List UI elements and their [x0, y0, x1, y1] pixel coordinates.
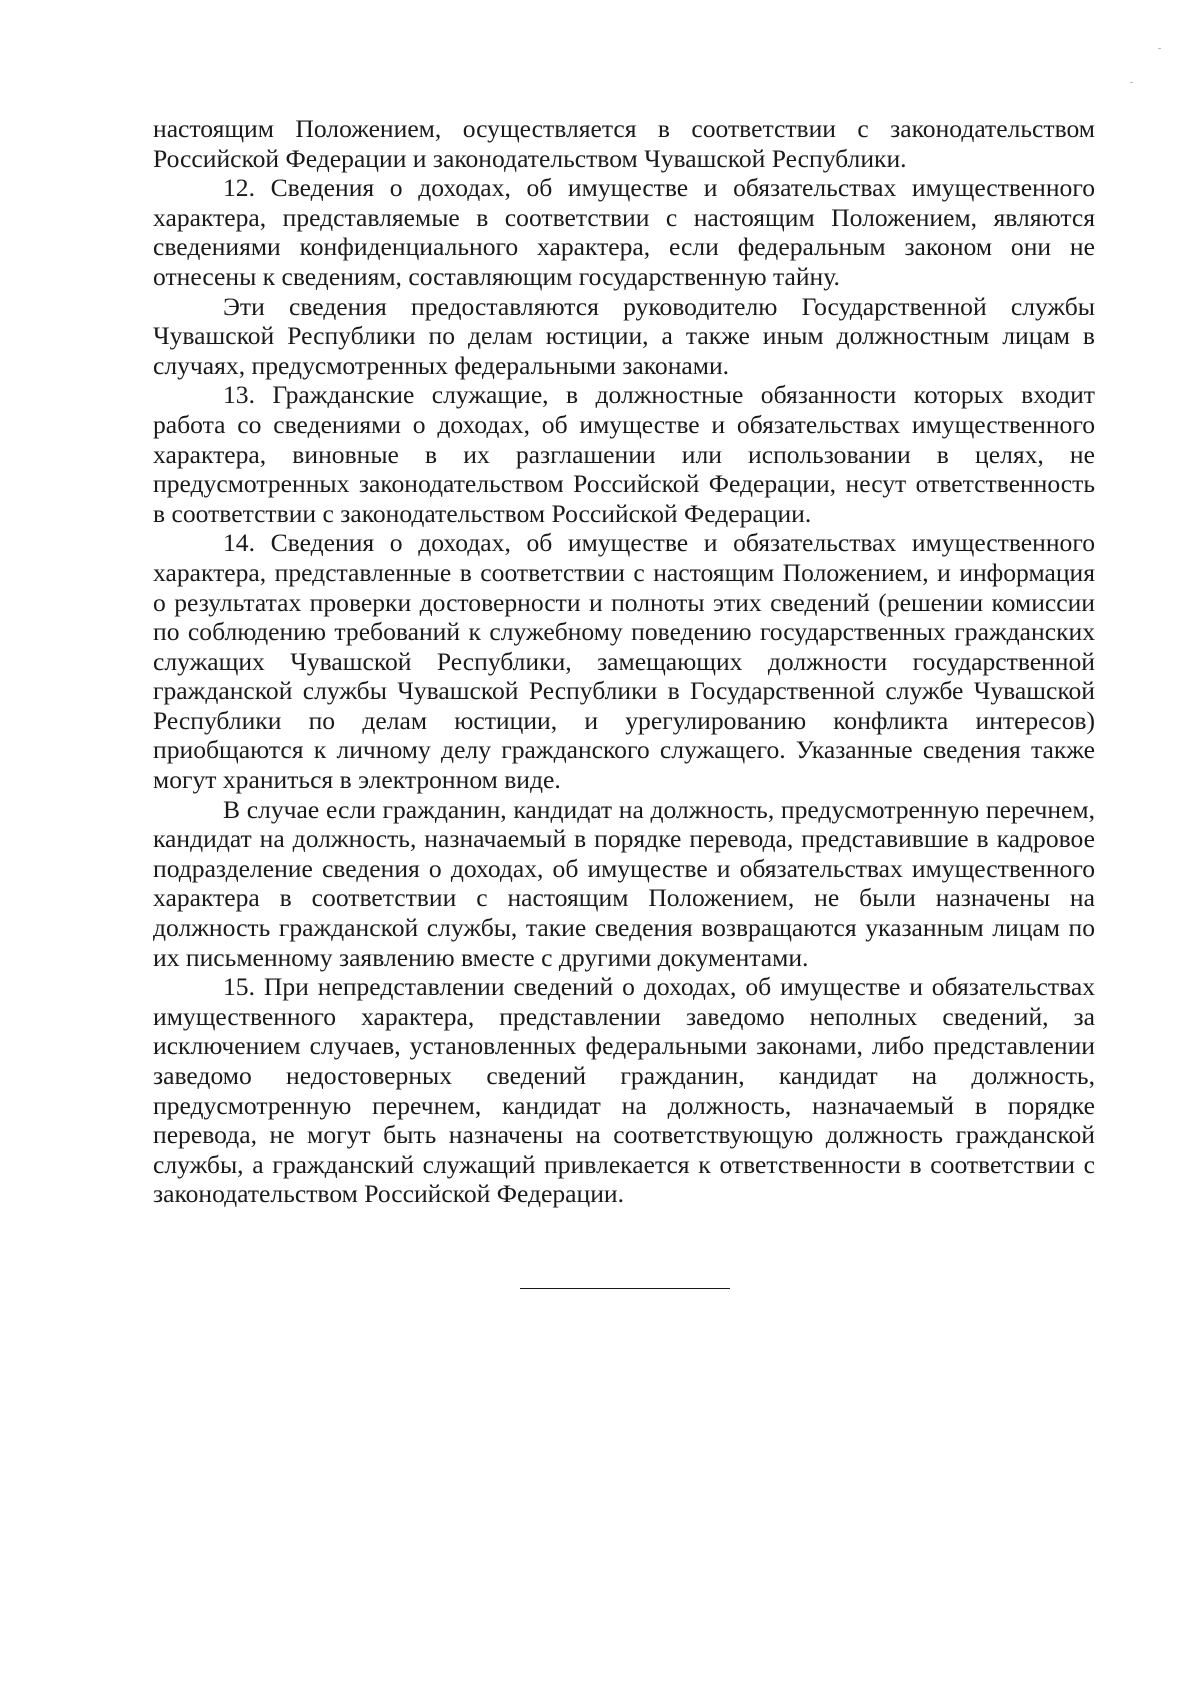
- scan-speck: [1130, 82, 1133, 83]
- paragraph-15: 15. При непредставлении сведений о доходах, об имуществе и обязательствах имущественного характера, представлении заведомо неполных сведений, за исключением случаев, установленных федеральными законами, либо представлении заведомо недостоверных сведений гражданин, кандидат на должность, предусмотренную перечнем, кандидат на должность, назначаемый в порядке перевода, не могут быть назначены на соответствующую должность гражданской службы, а гражданский служащий привлекается к ответственности в соответствии с законодательством Российской Федерации.: [153, 972, 1095, 1209]
- paragraph-14: 14. Сведения о доходах, об имуществе и обязательствах имущественного характера, представленные в соответствии с настоящим Положением, и информация о результатах проверки достоверности и полноты этих сведений (решении комиссии по соблюдению требований к служебному поведению государственных гражданских служащих Чувашской Республики, замещающих должности государственной гражданской службы Чувашской Республики в Государственной службе Чувашской Республики по делам юстиции, и урегулированию конфликта интересов) приобщаются к личному делу гражданского служащего. Указанные сведения также могут храниться в электронном виде.: [153, 528, 1095, 795]
- paragraph-14-return: В случае если гражданин, кандидат на должность, предусмотренную перечнем, кандидат на должность, назначаемый в порядке перевода, представившие в кадровое подразделение сведения о доходах, об имуществе и обязательствах имущественного характера в соответствии с настоящим Положением, не были назначены на должность гражданской службы, такие сведения возвращаются указанным лицам по их письменному заявлению вместе с другими документами.: [153, 794, 1095, 972]
- paragraph-12: 12. Сведения о доходах, об имуществе и обязательствах имущественного характера, представляемые в соответствии с настоящим Положением, являются сведениями конфиденциального характера, если федеральным законом они не отнесены к сведениям, составляющим государственную тайну.: [153, 173, 1095, 291]
- document-body: [153, 114, 1095, 1209]
- paragraph-13: 13. Гражданские служащие, в должностные обязанности которых входит работа со сведениями о доходах, об имуществе и обязательствах имущественного характера, виновные в их разглашении или использовании в целях, не предусмотренных законодательством Российской Федерации, несут ответственность в соответствии с законодательством Российской Федерации.: [153, 380, 1095, 528]
- paragraph-continuation: настоящим Положением, осуществляется в соответствии с законодательством Российской Федерации и законодательством Чувашской Республики.: [153, 114, 1095, 173]
- closing-rule: [520, 1288, 730, 1289]
- scan-speck: [1158, 48, 1161, 49]
- paragraph-12-access: Эти сведения предоставляются руководителю Государственной службы Чувашской Республики по делам юстиции, а также иным должностным лицам в случаях, предусмотренных федеральными законами.: [153, 291, 1095, 380]
